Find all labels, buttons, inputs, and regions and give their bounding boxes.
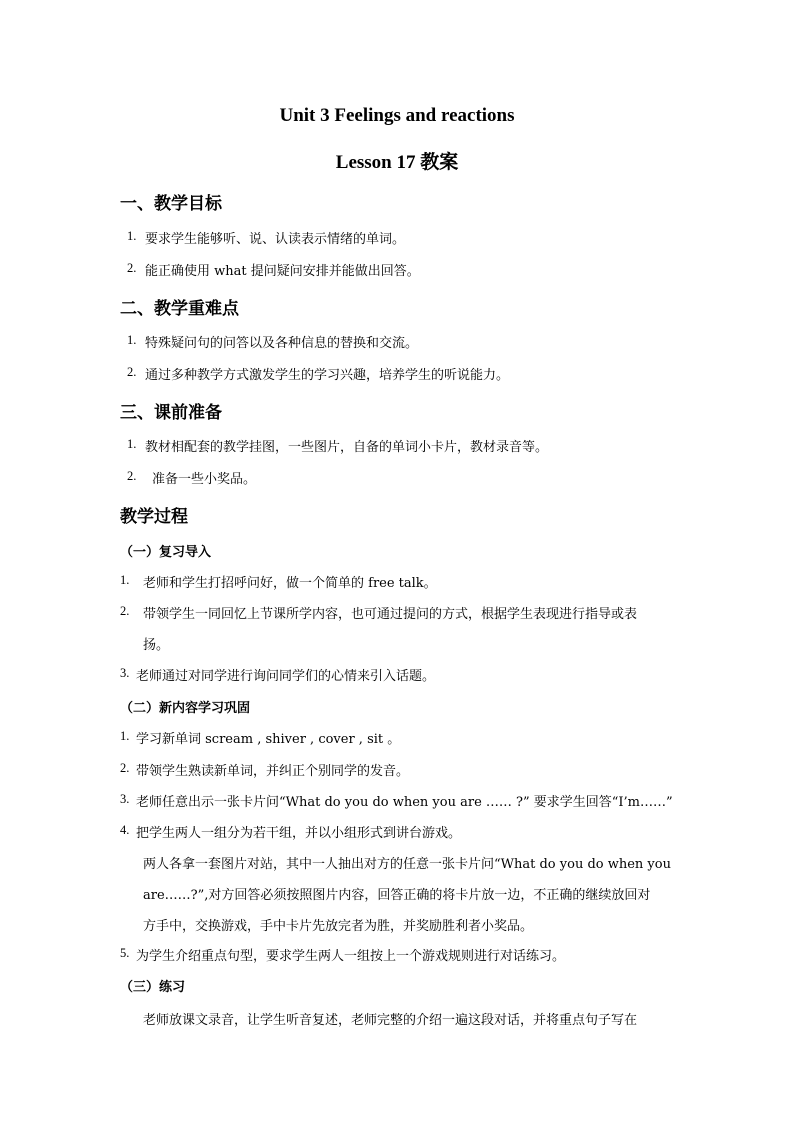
section-heading-process: 教学过程 xyxy=(120,507,188,527)
list-item: 准备一些小奖品。 xyxy=(152,472,257,487)
document-title: Unit 3 Feelings and reactions xyxy=(279,105,515,126)
list-item: 带领学生一同回忆上节课所学内容，也可通过提问的方式，根据学生表现进行指导或表 xyxy=(143,607,638,622)
subsection-heading-review: （一）复习导入 xyxy=(120,545,212,560)
list-item: 老师和学生打招呼问好，做一个简单的 free talk。 xyxy=(143,576,437,591)
list-number: 1. xyxy=(127,229,137,243)
list-item: 老师任意出示一张卡片问“What do you do when you are …… ?” 要求学生回答“I’m……” xyxy=(136,795,673,810)
list-item: 能正确使用 what 提问疑问安排并能做出回答。 xyxy=(145,264,420,279)
list-number: 1. xyxy=(127,437,137,451)
list-item-continuation: 方手中，交换游戏，手中卡片先放完者为胜，并奖励胜利者小奖品。 xyxy=(143,919,534,934)
section-heading-objectives: 一、教学目标 xyxy=(120,194,222,214)
list-item-continuation: 两人各拿一套图片对站，其中一人抽出对方的任意一张卡片问“What do you do when you xyxy=(143,857,671,872)
list-number: 1. xyxy=(120,729,130,743)
list-item: 带领学生熟读新单词，并纠正个别同学的发音。 xyxy=(136,764,410,779)
subsection-heading-new-content: （二）新内容学习巩固 xyxy=(120,701,251,716)
list-number: 2. xyxy=(127,469,137,483)
list-item: 学习新单词 scream , shiver , cover , sit 。 xyxy=(136,732,401,747)
list-item: 老师通过对同学进行询问同学们的心情来引入话题。 xyxy=(136,669,436,684)
list-number: 2. xyxy=(127,365,137,379)
list-number: 1. xyxy=(127,333,137,347)
section-heading-preparation: 三、课前准备 xyxy=(120,403,222,423)
list-item: 通过多种教学方式激发学生的学习兴趣，培养学生的听说能力。 xyxy=(145,368,510,383)
list-item: 特殊疑问句的问答以及各种信息的替换和交流。 xyxy=(145,336,419,351)
list-number: 2. xyxy=(127,261,137,275)
list-item-continuation: are……?”,对方回答必须按照图片内容，回答正确的将卡片放一边，不正确的继续放回对 xyxy=(143,888,651,903)
document-subtitle: Lesson 17 教案 xyxy=(335,152,459,173)
list-item: 教材相配套的教学挂图，一些图片，自备的单词小卡片，教材录音等。 xyxy=(145,440,549,455)
list-number: 4. xyxy=(120,823,130,837)
section-heading-key-points: 二、教学重难点 xyxy=(120,299,239,319)
list-number: 2. xyxy=(120,761,130,775)
list-item: 要求学生能够听、说、认读表示情绪的单词。 xyxy=(145,232,406,247)
list-item: 为学生介绍重点句型，要求学生两人一组按上一个游戏规则进行对话练习。 xyxy=(136,949,566,964)
subsection-heading-practice: （三）练习 xyxy=(120,980,186,995)
list-number: 1. xyxy=(120,573,130,587)
list-number: 5. xyxy=(120,946,130,960)
paragraph-line: 老师放课文录音，让学生听音复述，老师完整的介绍一遍这段对话，并将重点句子写在 xyxy=(143,1013,638,1028)
list-number: 2. xyxy=(120,604,130,618)
list-number: 3. xyxy=(120,666,130,680)
list-item: 把学生两人一组分为若干组，并以小组形式到讲台游戏。 xyxy=(136,826,462,841)
list-number: 3. xyxy=(120,792,130,806)
list-item-continuation: 扬。 xyxy=(143,638,170,653)
